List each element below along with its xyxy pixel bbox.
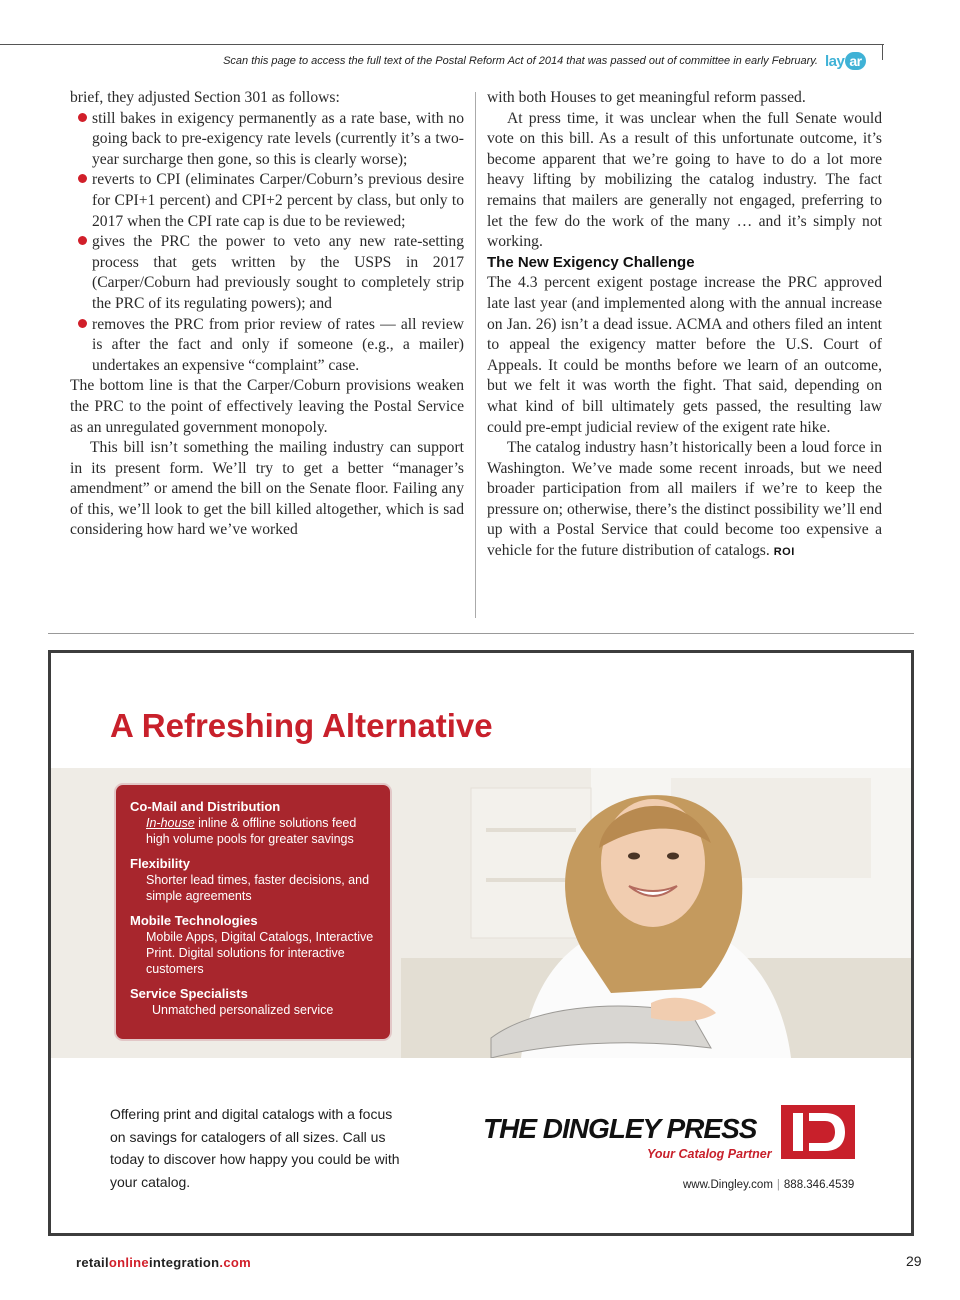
article-column-left bbox=[70, 88, 464, 541]
feature-heading: Service Specialists bbox=[130, 986, 248, 1001]
brand-tagline: Your Catalog Partner bbox=[647, 1147, 772, 1161]
right-paragraph-1: with both Houses to get meaningful reform passed. bbox=[487, 89, 806, 106]
feature-comail bbox=[130, 799, 376, 847]
column-divider bbox=[475, 92, 476, 618]
footer-site-part3: integration bbox=[148, 1255, 220, 1270]
bullet-dot-icon bbox=[78, 174, 87, 183]
ad-photo bbox=[51, 768, 911, 1058]
right-paragraph-4 bbox=[487, 438, 882, 563]
bullet-dot-icon bbox=[78, 319, 87, 328]
header-rule-tick bbox=[882, 44, 883, 60]
layar-logo-part2: ar bbox=[845, 52, 865, 70]
feature-heading: Co-Mail and Distribution bbox=[130, 799, 281, 814]
feature-text bbox=[130, 815, 376, 847]
feature-text: Unmatched personalized service bbox=[152, 1003, 334, 1017]
feature-heading: Flexibility bbox=[130, 856, 190, 871]
bullet-text: reverts to CPI (eliminates Carper/Coburn’s previous desire for CPI+1 percent) and CPI+2 percent by class, but only to 2017 when the CPI rate cap is due to be reviewed; bbox=[92, 171, 464, 230]
feature-service bbox=[130, 986, 376, 1018]
bullet-item bbox=[70, 170, 464, 232]
footer-site-part1: retail bbox=[76, 1255, 109, 1270]
article-column-right bbox=[487, 88, 882, 563]
feature-text: Mobile Apps, Digital Catalogs, Interactive Print. Digital solutions for interactive customers bbox=[146, 930, 374, 976]
right-paragraph-4-text: The catalog industry hasn’t historically been a loud force in Washington. We’ve made some recent inroads, but we need broader participation from all mailers if we’re to keep the pressure on; otherwise, there’s the distinct possibility we’ll end up with a Postal Service that could become too expensive a vehicle for the future distribution of catalogs. bbox=[487, 439, 882, 560]
ad-body-text: Offering print and digital catalogs with a focus on savings for catalogers of all sizes. Call us today to discover how happy you could be with your catalog. bbox=[110, 1106, 400, 1190]
bullet-dot-icon bbox=[78, 236, 87, 245]
section-separator bbox=[48, 633, 914, 634]
footer-site-part2: online bbox=[108, 1255, 149, 1270]
feature-text: Shorter lead times, faster decisions, and simple agreements bbox=[146, 873, 370, 903]
feature-text-rest: inline & offline solutions feed high volume pools for greater savings bbox=[146, 816, 357, 846]
footer-site-part4: .com bbox=[219, 1255, 251, 1270]
bullet-text: still bakes in exigency permanently as a rate base, with no going back to pre-exigency rate levels (currently it’s a two-year surcharge then gone, so this is clearly worse); bbox=[92, 109, 464, 168]
scan-note: Scan this page to access the full text of the Postal Reform Act of 2014 that was passed out of committee in early February. bbox=[223, 55, 818, 67]
phone-number[interactable]: 888.346.4539 bbox=[783, 1179, 855, 1191]
brand-name: THE DINGLEY PRESS bbox=[483, 1113, 757, 1144]
bullet-item bbox=[70, 109, 464, 171]
header-rule bbox=[0, 44, 884, 45]
bullet-item bbox=[70, 232, 464, 314]
left-intro: brief, they adjusted Section 301 as follows: bbox=[70, 89, 340, 106]
footer-site-link[interactable] bbox=[76, 1255, 251, 1270]
bullet-item bbox=[70, 315, 464, 377]
layar-logo-part1: lay bbox=[825, 53, 845, 70]
website-link[interactable]: www.Dingley.com bbox=[683, 1179, 773, 1191]
left-paragraph-1: The bottom line is that the Carper/Coburn provisions weaken the PRC to the point of effectively leaving the Postal Service as an unregulated government monopoly. bbox=[70, 377, 464, 436]
advertisement[interactable] bbox=[48, 650, 914, 1236]
section-subhead: The New Exigency Challenge bbox=[487, 253, 695, 271]
right-paragraph-3: The 4.3 percent exigent postage increase the PRC approved late last year (and implemented along with the annual increase on Jan. 26) isn’t a dead issue. ACMA and others filed an intent to appeal the exigency matter before the U.S. Court of Appeals. It could be months before we learn of an outcome, but we felt it was worth the fight. That said, depending on what kind of bill ultimately gets passed, the resulting law could pre-empt judicial review of the exigent rate hike. bbox=[487, 274, 882, 436]
contact-line bbox=[683, 1179, 854, 1191]
feature-flexibility bbox=[130, 856, 376, 904]
right-paragraph-2: At press time, it was unclear when the full Senate would vote on this bill. As a result of this unfortunate outcome, it’s become apparent that we’re going to have to do a lot more heavy lifting by mobilizing the catalog industry. The fact remains that mailers are generally not engaged, preferring to let the few do the work of the many … and it’s simply not working. bbox=[487, 109, 882, 251]
feature-heading: Mobile Technologies bbox=[130, 913, 258, 928]
bullet-text: removes the PRC from prior review of rates — all review is after the fact and only if someone (e.g., a mailer) undertakes an expensive “complaint” case. bbox=[92, 315, 464, 374]
bullet-text: gives the PRC the power to veto any new rate-setting process that gets written by the USPS in 2017 (Carper/Coburn had previously sought to completely strip the PRC of its regulating powers); and bbox=[92, 233, 464, 312]
left-paragraph-2: This bill isn’t something the mailing industry can support in its present form. We’ll try to get a better “manager’s amendment” or amend the bill on the Senate floor. Failing any of this, we’ll look to get the bill killed altogether, which is sad considering how hard we’ve worked bbox=[70, 439, 464, 539]
feature-underlined: In-house bbox=[146, 816, 195, 830]
bullet-dot-icon bbox=[78, 113, 87, 122]
contact-separator: | bbox=[776, 1179, 780, 1191]
dingley-logo-icon bbox=[781, 1105, 855, 1164]
layar-logo-icon[interactable] bbox=[825, 52, 866, 70]
ad-title: A Refreshing Alternative bbox=[110, 707, 493, 744]
roi-end-mark: ROI bbox=[773, 546, 795, 559]
feature-mobile bbox=[130, 913, 376, 977]
feature-box bbox=[114, 783, 392, 1041]
page-number: 29 bbox=[906, 1253, 922, 1269]
